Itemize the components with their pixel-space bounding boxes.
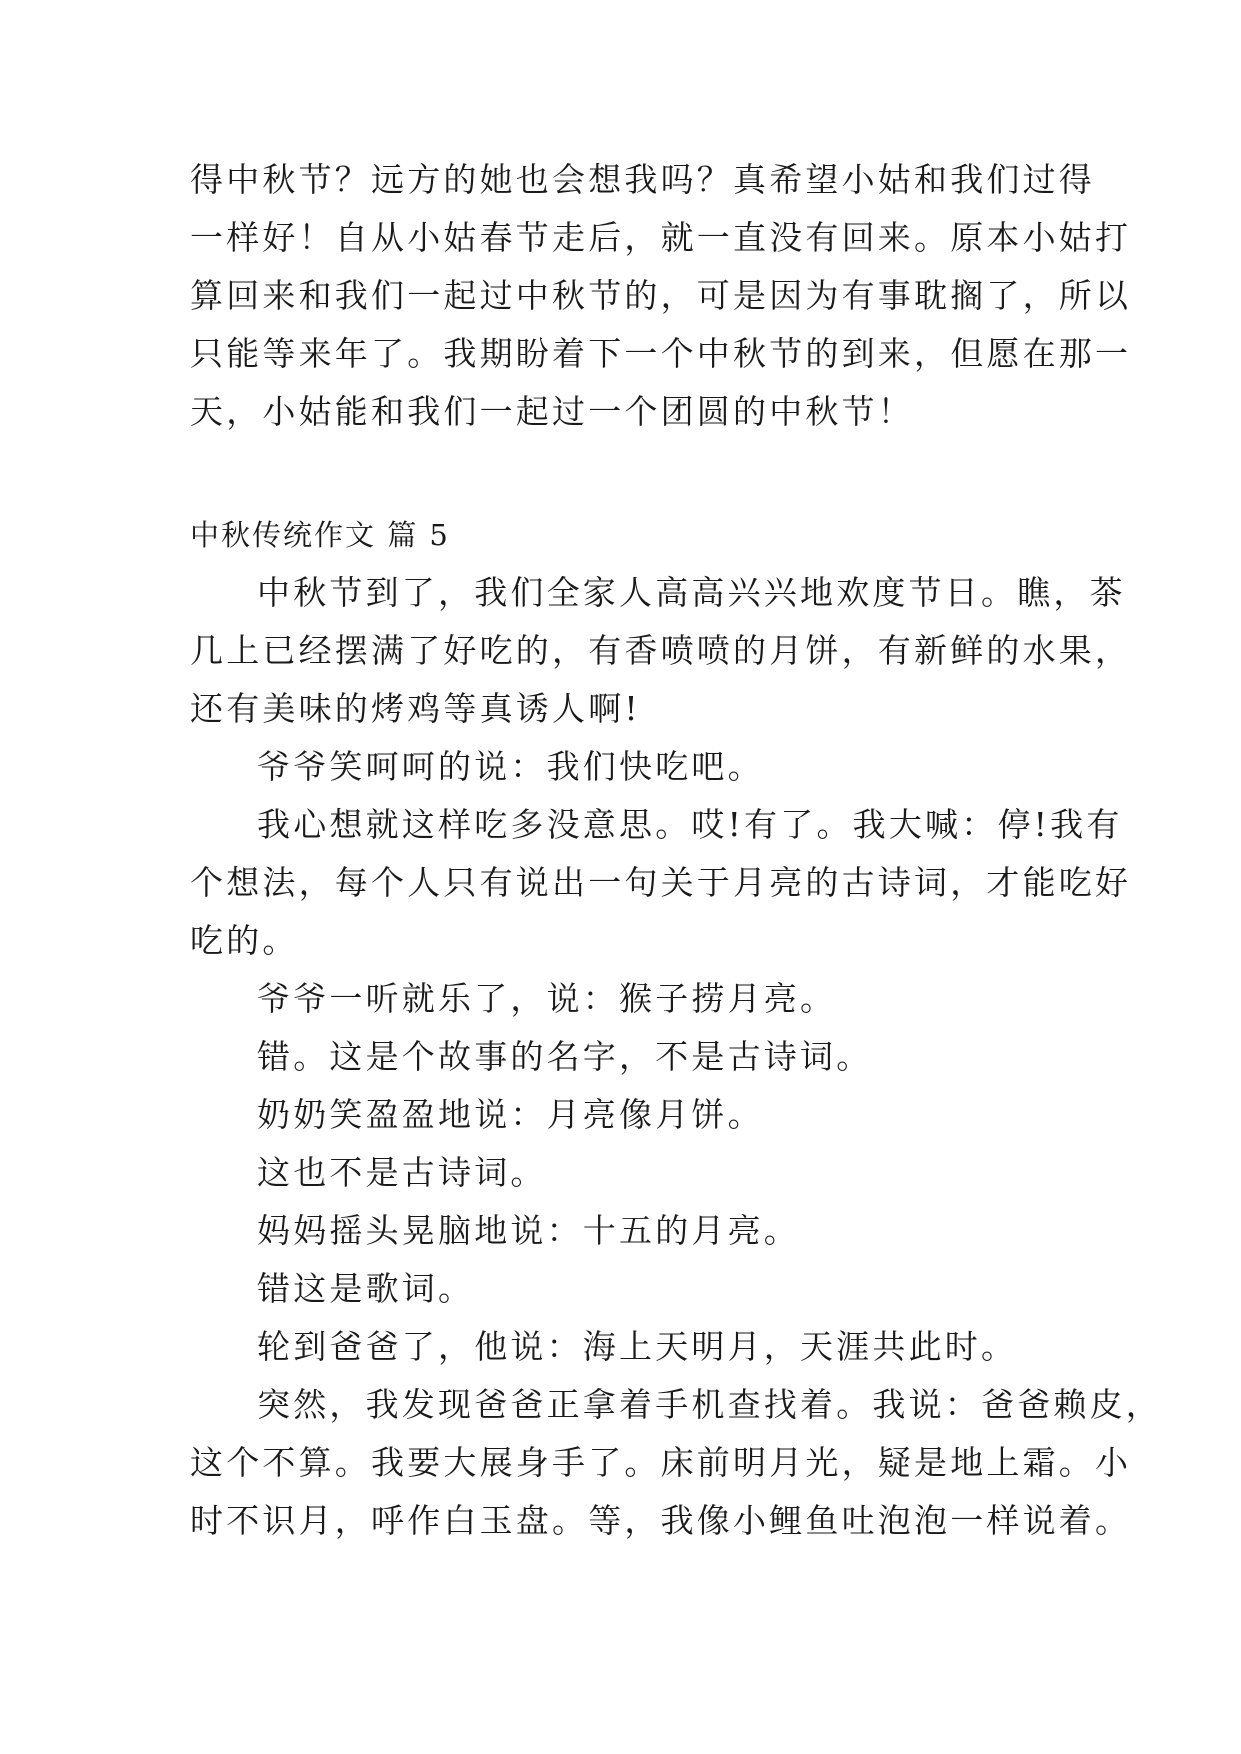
- text-line: 只能等来年了。我期盼着下一个中秋节的到来，但愿在那一: [190, 334, 1132, 373]
- section-heading: 中秋传统作文 篇 5: [190, 518, 450, 552]
- text-line: 时不识月，呼作白玉盘。等，我像小鲤鱼吐泡泡一样说着。: [190, 1501, 1132, 1540]
- paragraph-start-line: 轮到爸爸了，他说：海上天明月，天涯共此时。: [257, 1327, 1018, 1366]
- paragraph-start-line: 中秋节到了，我们全家人高高兴兴地欢度节日。瞧，茶: [257, 573, 1126, 612]
- paragraph-start-line: 错这是歌词。: [257, 1269, 475, 1308]
- paragraph-start-line: 这也不是古诗词。: [257, 1153, 547, 1192]
- paragraph-start-line: 我心想就这样吃多没意思。哎!有了。我大喊：停!我有: [257, 805, 1123, 844]
- text-line: 天，小姑能和我们一起过一个团圆的中秋节！: [190, 392, 914, 431]
- text-line: 一样好！自从小姑春节走后，就一直没有回来。原本小姑打: [190, 218, 1132, 257]
- text-line: 吃的。: [190, 921, 299, 960]
- text-line: 算回来和我们一起过中秋节的，可是因为有事耽搁了，所以: [190, 276, 1132, 315]
- paragraph-start-line: 爷爷一听就乐了，说：猴子捞月亮。: [257, 979, 837, 1018]
- text-line: 得中秋节？远方的她也会想我吗？真希望小姑和我们过得: [190, 160, 1095, 199]
- paragraph-start-line: 突然，我发现爸爸正拿着手机查找着。我说：爸爸赖皮，: [257, 1385, 1162, 1424]
- text-line: 几上已经摆满了好吃的，有香喷喷的月饼，有新鲜的水果，: [190, 631, 1132, 670]
- paragraph-start-line: 奶奶笑盈盈地说：月亮像月饼。: [257, 1095, 764, 1134]
- paragraph-start-line: 错。这是个故事的名字，不是古诗词。: [257, 1037, 873, 1076]
- text-line: 个想法，每个人只有说出一句关于月亮的古诗词，才能吃好: [190, 863, 1132, 902]
- text-line: 这个不算。我要大展身手了。床前明月光，疑是地上霜。小: [190, 1443, 1132, 1482]
- paragraph-start-line: 妈妈摇头晃脑地说：十五的月亮。: [257, 1211, 800, 1250]
- text-line: 还有美味的烤鸡等真诱人啊!: [190, 689, 641, 728]
- paragraph-start-line: 爷爷笑呵呵的说：我们快吃吧。: [257, 747, 764, 786]
